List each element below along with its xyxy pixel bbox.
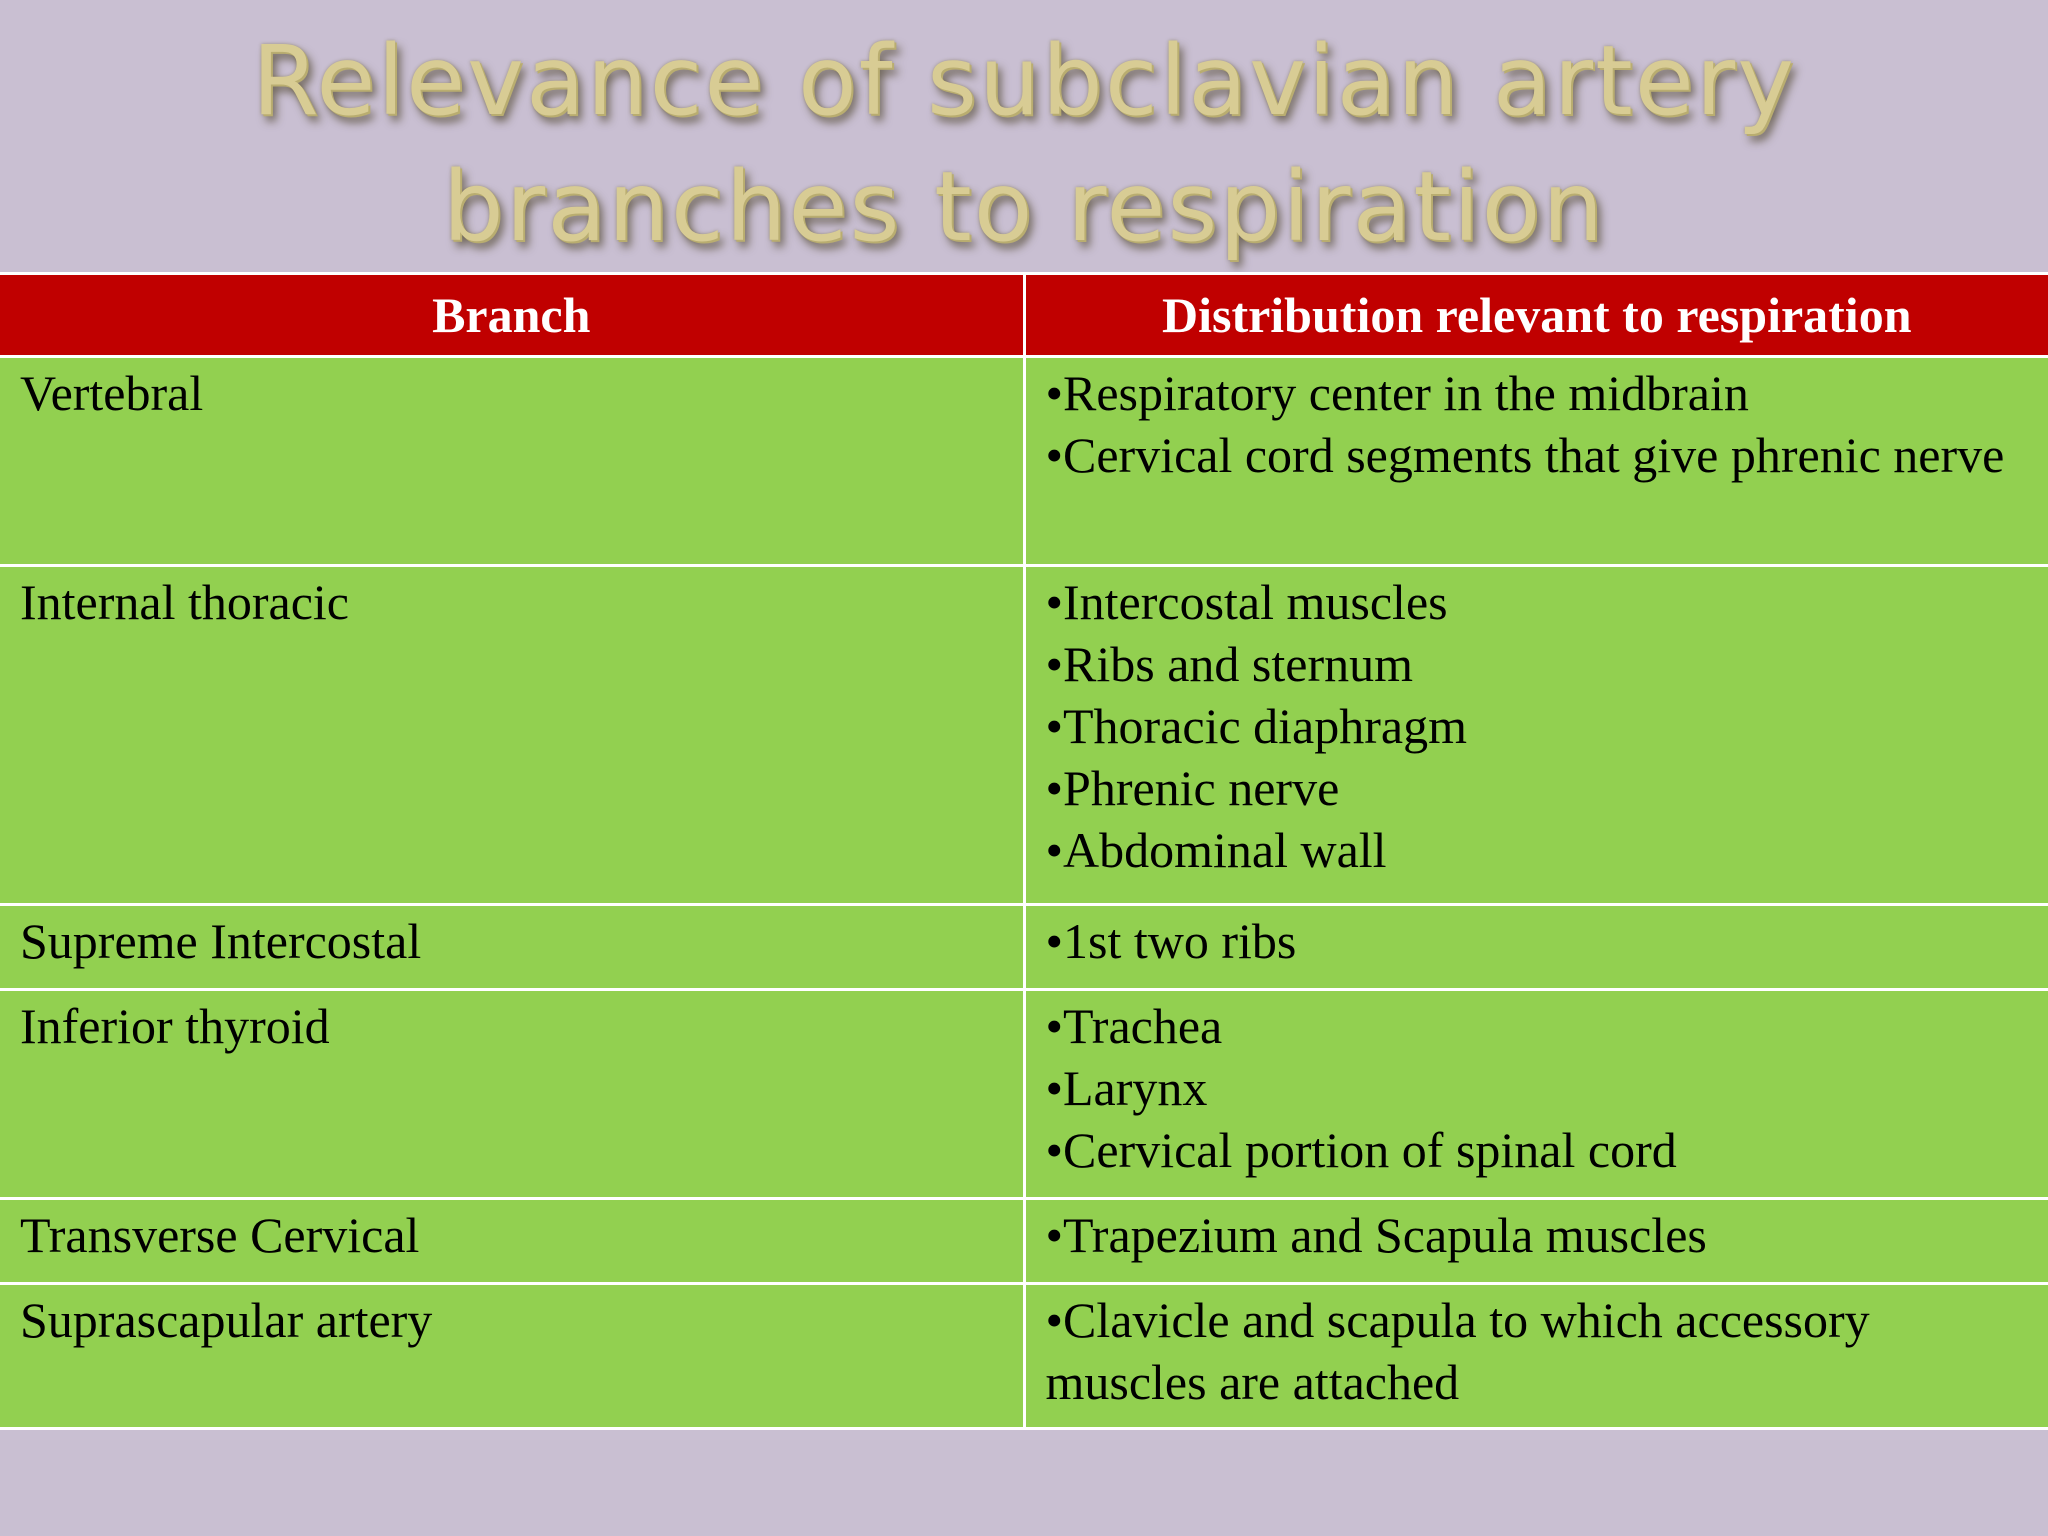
distribution-item: •Cervical cord segments that give phrenic nerve	[1045, 427, 2005, 483]
table-row	[0, 1284, 2048, 1429]
branch-cell	[0, 357, 1024, 566]
table-row	[0, 566, 2048, 905]
distribution-cell	[1024, 566, 2048, 905]
branch-cell	[0, 905, 1024, 990]
branch-cell	[0, 1284, 1024, 1429]
distribution-item: •Trachea	[1045, 998, 1223, 1054]
distribution-cell	[1024, 905, 2048, 990]
column-header-branch: Branch	[0, 274, 1024, 357]
distribution-item: •1st two ribs	[1045, 913, 1297, 969]
branch-name: Transverse Cervical	[20, 1207, 420, 1263]
table-header-row	[0, 274, 2048, 357]
branch-cell	[0, 990, 1024, 1199]
distribution-item: •Intercostal muscles	[1045, 574, 1448, 630]
distribution-cell	[1024, 357, 2048, 566]
table-row	[0, 357, 2048, 566]
distribution-item: •Thoracic diaphragm	[1045, 698, 1467, 754]
table-row	[0, 990, 2048, 1199]
branch-cell	[0, 566, 1024, 905]
branch-cell	[0, 1199, 1024, 1284]
table-row	[0, 1199, 2048, 1284]
distribution-item: •Respiratory center in the midbrain	[1045, 365, 1749, 421]
distribution-item: •Cervical portion of spinal cord	[1045, 1122, 1677, 1178]
column-header-distribution: Distribution relevant to respiration	[1024, 274, 2048, 357]
slide-title	[0, 18, 2048, 270]
table-row	[0, 905, 2048, 990]
distribution-item: •Clavicle and scapula to which accessory muscles are attached	[1045, 1292, 1870, 1410]
distribution-item: •Ribs and sternum	[1045, 636, 1413, 692]
branch-name: Internal thoracic	[20, 574, 349, 630]
distribution-cell	[1024, 990, 2048, 1199]
distribution-item: •Trapezium and Scapula muscles	[1045, 1207, 1707, 1263]
distribution-cell	[1024, 1199, 2048, 1284]
branch-name: Suprascapular artery	[20, 1292, 433, 1348]
branch-name: Vertebral	[20, 365, 204, 421]
slide-title-line-2: branches to respiration	[442, 151, 1606, 263]
branch-name: Supreme Intercostal	[20, 913, 422, 969]
branch-name: Inferior thyroid	[20, 998, 330, 1054]
slide-title-line-1: Relevance of subclavian artery	[251, 25, 1797, 137]
distribution-item: •Abdominal wall	[1045, 822, 1387, 878]
distribution-item: •Phrenic nerve	[1045, 760, 1340, 816]
distribution-cell	[1024, 1284, 2048, 1429]
distribution-item: •Larynx	[1045, 1060, 1208, 1116]
branch-table	[0, 272, 2048, 1430]
